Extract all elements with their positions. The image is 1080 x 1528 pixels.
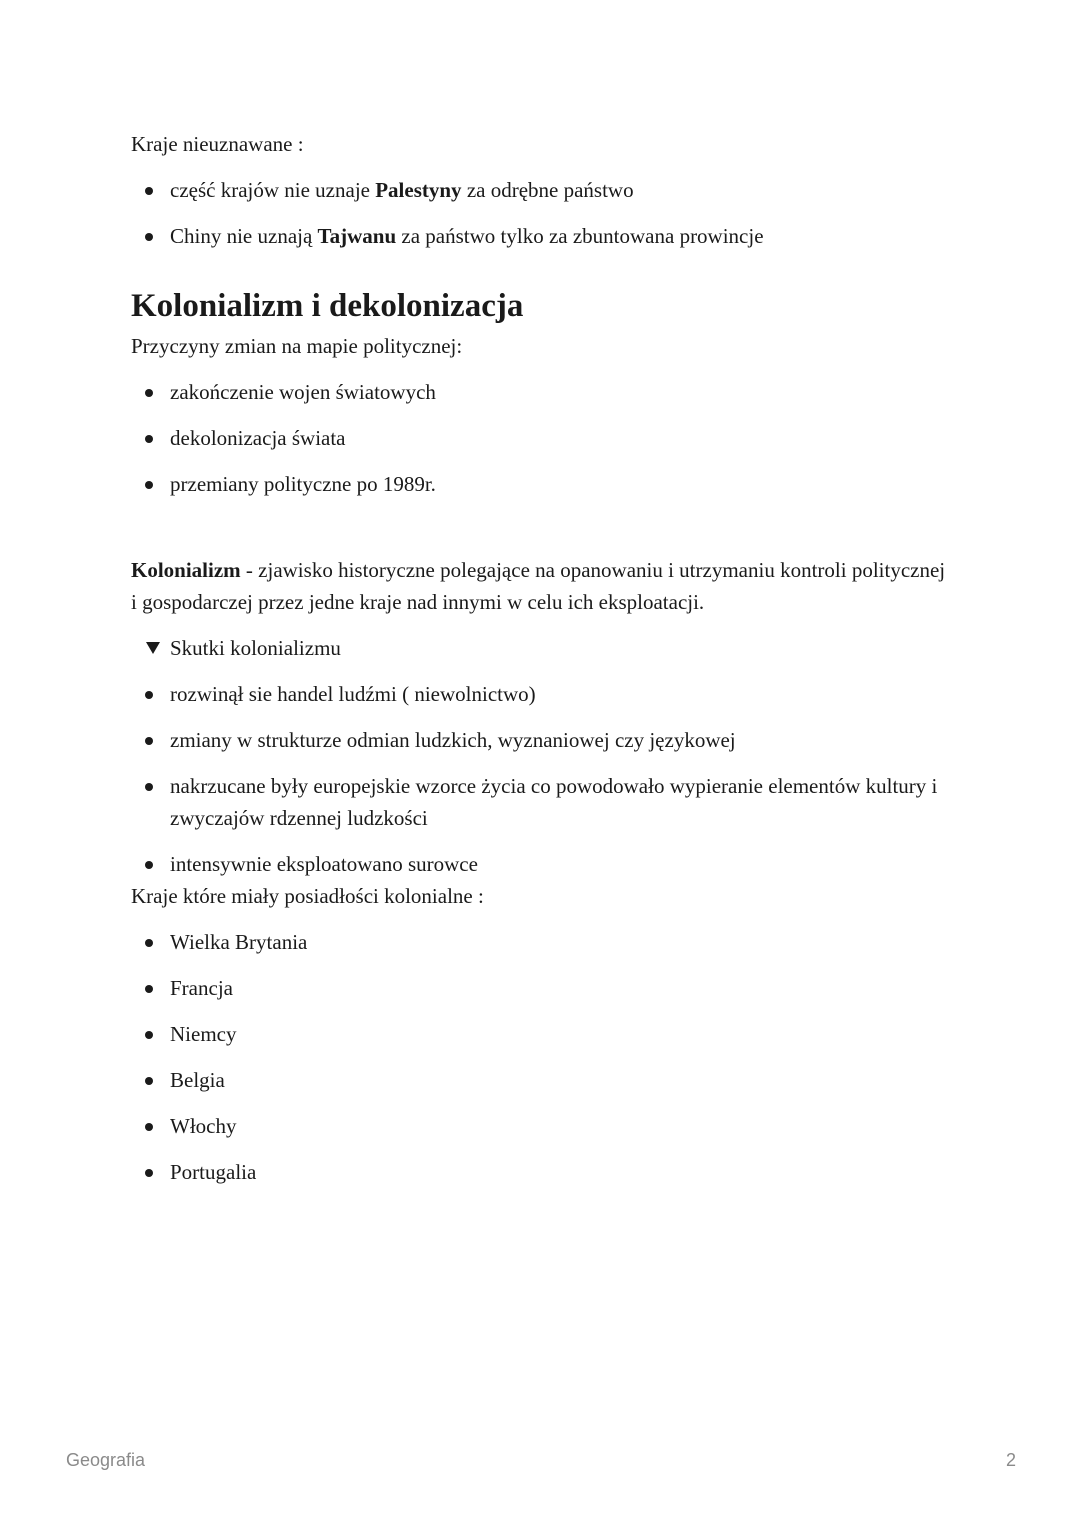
bullet-icon (145, 985, 153, 993)
list-item (131, 220, 951, 252)
list-item (131, 468, 951, 500)
triangle-down-icon[interactable] (146, 642, 160, 654)
list-item-text: nakrzucane były europejskie wzorce życia co powodowało wypieranie elementów kultury i zwyczajów rdzennej ludzkości (170, 774, 938, 830)
bullet-icon (145, 187, 153, 195)
list-item-text: Belgia (170, 1068, 225, 1092)
list-item (131, 848, 951, 880)
definition-term: Kolonializm (131, 558, 241, 582)
bullet-icon (145, 1031, 153, 1039)
unrecognized-label: Kraje nieuznawane : (131, 132, 304, 156)
list-item-text: intensywnie eksploatowano surowce (170, 852, 478, 876)
list-item (131, 174, 951, 206)
list-item-bold: Palestyny (375, 178, 462, 202)
bullet-icon (145, 691, 153, 699)
list-item (131, 1064, 951, 1096)
effects-toggle[interactable] (131, 632, 951, 664)
list-item-text: za odrębne państwo (461, 178, 634, 202)
list-item (131, 678, 951, 710)
list-item-bold: Tajwanu (317, 224, 397, 248)
bullet-icon (145, 481, 153, 489)
list-item-text: przemiany polityczne po 1989r. (170, 472, 436, 496)
bullet-icon (145, 389, 153, 397)
list-item-text: zakończenie wojen światowych (170, 380, 436, 404)
definition-text: - zjawisko historyczne polegające na opanowaniu i utrzymaniu kontroli politycznej i gospodarczej przez jedne kraje nad innymi w celu ich eksploatacji. (131, 558, 946, 614)
list-item (131, 422, 951, 454)
effects-list (131, 678, 951, 880)
list-item-text: Portugalia (170, 1160, 257, 1184)
causes-list (131, 376, 951, 500)
list-item (131, 1156, 951, 1188)
list-item-text: Niemcy (170, 1022, 237, 1046)
definition-paragraph (131, 554, 951, 618)
list-item (131, 926, 951, 958)
list-item-text: za państwo tylko za zbuntowana prowincje (396, 224, 764, 248)
page-content (131, 128, 951, 1188)
list-item (131, 972, 951, 1004)
page-number: 2 (1005, 1450, 1016, 1470)
list-item-text: Francja (170, 976, 233, 1000)
bullet-icon (145, 1169, 153, 1177)
list-item-text: Wielka Brytania (170, 930, 308, 954)
list-item (131, 1110, 951, 1142)
list-item (131, 724, 951, 756)
list-item-text: część krajów nie uznaje (170, 178, 376, 202)
colonial-powers-list (131, 926, 951, 1188)
section-heading: Kolonializm i dekolonizacja (131, 288, 524, 324)
causes-label: Przyczyny zmian na mapie politycznej: (131, 334, 463, 358)
list-item (131, 1018, 951, 1050)
list-item-text: zmiany w strukturze odmian ludzkich, wyznaniowej czy językowej (170, 728, 736, 752)
bullet-icon (145, 939, 153, 947)
list-item (131, 376, 951, 408)
bullet-icon (145, 861, 153, 869)
bullet-icon (145, 1123, 153, 1131)
bullet-icon (145, 1077, 153, 1085)
colonial-powers-label: Kraje które miały posiadłości kolonialne : (131, 884, 484, 908)
bullet-icon (145, 783, 153, 791)
bullet-icon (145, 233, 153, 241)
bullet-icon (145, 435, 153, 443)
list-item-text: dekolonizacja świata (170, 426, 346, 450)
list-item-text: rozwinął sie handel ludźmi ( niewolnictwo) (170, 682, 536, 706)
bullet-icon (145, 737, 153, 745)
list-item-text: Włochy (170, 1114, 237, 1138)
effects-toggle-label: Skutki kolonializmu (170, 636, 341, 660)
footer-subject: Geografia (66, 1450, 146, 1470)
list-item-text: Chiny nie uznają (170, 224, 318, 248)
list-item (131, 770, 951, 834)
unrecognized-list (131, 174, 951, 252)
